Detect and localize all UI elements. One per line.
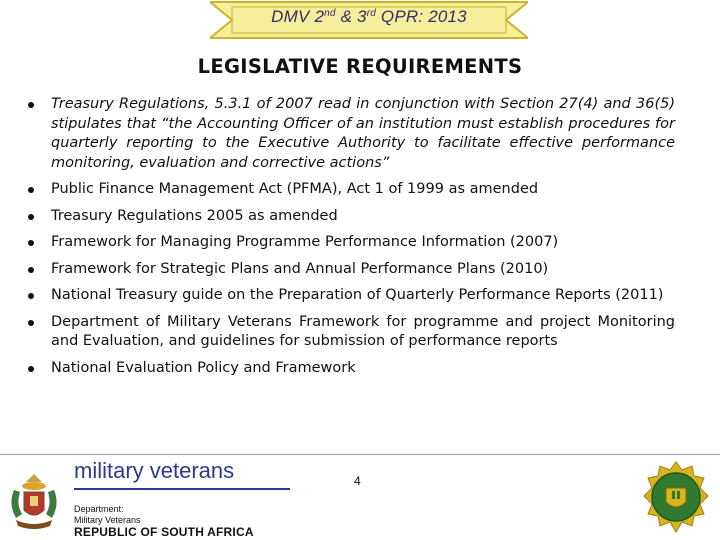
bullet-icon [28,214,34,220]
coat-of-arms-icon [6,470,62,532]
list-item: Framework for Strategic Plans and Annual Performance Plans (2010) [27,260,675,280]
banner-title: DMV 2nd & 3rd QPR: 2013 [271,7,467,26]
brand-underline [74,488,290,490]
bullet-icon [28,267,34,273]
department-label: Department: Military Veterans [74,504,141,525]
bullet-icon [28,102,34,108]
bullet-icon [28,293,34,299]
requirements-list [27,95,675,385]
list-item: Department of Military Veterans Framework for programme and project Monitoring and Evaluation, and guidelines for submission of performance reports [27,313,675,352]
bullet-icon [28,366,34,372]
page-number: 4 [354,474,361,488]
brand-name: military veterans [74,458,235,483]
bullet-icon [28,320,34,326]
header-banner [210,0,528,40]
page-title: LEGISLATIVE REQUIREMENTS [197,55,523,78]
country-label: REPUBLIC OF SOUTH AFRICA [74,525,254,539]
bullet-icon [28,187,34,193]
list-item: Framework for Managing Programme Performance Information (2007) [27,233,675,253]
footer-divider [0,454,720,455]
military-veterans-emblem-icon [640,460,712,536]
list-item: Treasury Regulations, 5.3.1 of 2007 read in conjunction with Section 27(4) and 36(5) stipulates that “the Accounting Officer of an institution must establish procedures for quarterly reporting to the Executive Authority to facilitate effective performance monitoring, evaluation and corrective actions” [27,95,675,173]
bullet-icon [28,240,34,246]
list-item: Public Finance Management Act (PFMA), Act 1 of 1999 as amended [27,180,675,200]
list-item: National Evaluation Policy and Framework [27,359,675,379]
list-item: Treasury Regulations 2005 as amended [27,207,675,227]
list-item: National Treasury guide on the Preparation of Quarterly Performance Reports (2011) [27,286,675,306]
